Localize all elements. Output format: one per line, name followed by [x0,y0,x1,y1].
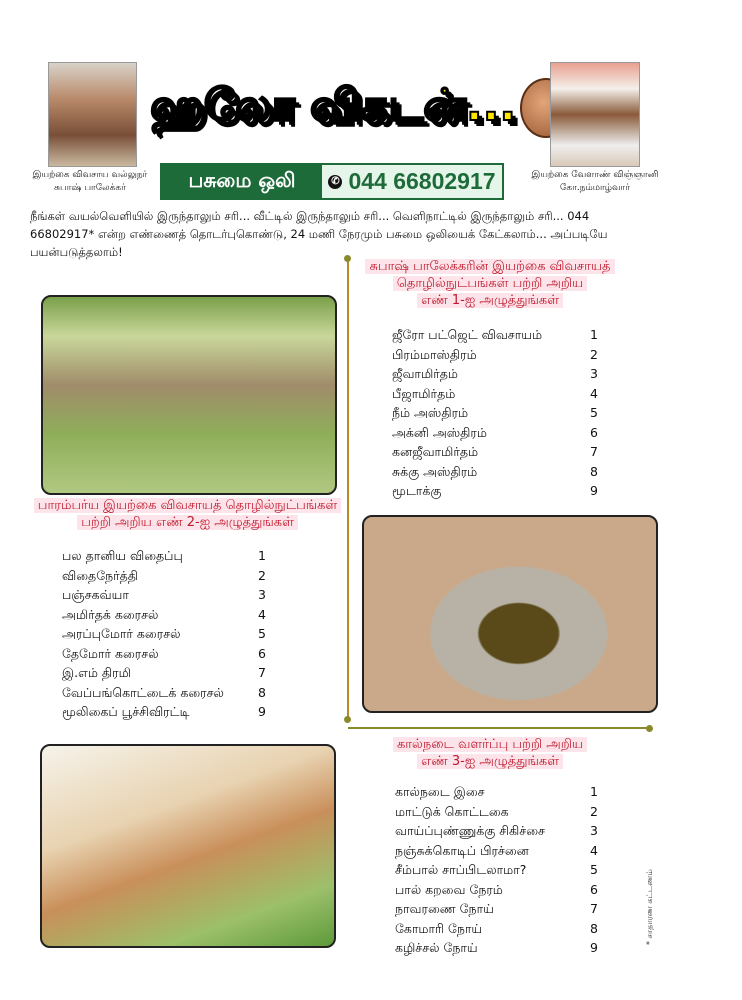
nammalvar-photo [550,62,640,167]
item-number: 3 [590,366,598,381]
heading-line: கால்நடை வளர்ப்பு பற்றி அறிய [393,737,587,752]
list-item [392,442,598,462]
section2-list [62,546,266,722]
logo-block [150,78,572,138]
item-label: கழிச்சல் நோய் [395,940,478,955]
item-label: ஜீரோ பட்ஜெட் விவசாயம் [392,327,543,342]
phone-number[interactable]: 044 66802917 [348,168,496,194]
item-label: பஞ்சகவ்யா [62,587,129,602]
item-number: 2 [590,346,598,362]
list-item [62,663,266,683]
section3-list [395,782,598,958]
item-number: 4 [590,842,598,858]
list-item [392,462,598,482]
item-number: 5 [258,626,266,641]
caption-title: இயற்கை விவசாய வல்லுநர் [32,170,148,180]
helpline-banner [160,163,504,200]
list-item [62,702,266,722]
right-person-caption [525,169,665,195]
subhash-palekar-photo [48,62,137,167]
item-label: பீஜாமிர்தம் [392,385,456,401]
item-number: 9 [590,940,598,955]
item-label: மூலிகைப் பூச்சிவிரட்டி [62,704,190,719]
item-number: 1 [590,784,598,799]
divider-dot [646,725,653,732]
mixing-pot-photo [362,515,658,713]
paddy-transplanting-photo [41,295,337,495]
item-number: 3 [258,587,266,602]
item-number: 7 [590,444,598,459]
item-label: ஜீவாமிர்தம் [392,366,458,381]
item-label: அமிர்தக் கரைசல் [62,606,159,622]
caption-title: இயற்கை வேளாண் விஞ்ஞானி [531,170,659,180]
list-item [395,821,598,841]
item-label: நீம் அஸ்திரம் [392,405,469,420]
item-number: 6 [590,424,598,440]
list-item [392,364,598,384]
list-item [392,345,598,365]
item-label: வேப்பங்கொட்டைக் கரைசல் [62,684,224,700]
item-label: பால் கறவை நேரம் [395,881,503,897]
item-number: 8 [590,920,598,936]
item-label: பல தானிய விதைப்பு [62,548,183,563]
item-label: நஞ்சுக்கொடிப் பிரச்னை [395,842,529,858]
service-name: பசுமை ஒலி [162,165,322,198]
caption-name: கோ.நம்மாழ்வார் [560,183,630,193]
list-item [392,403,598,423]
heading-line: எண் 1-ஐ அழுத்துங்கள் [417,293,563,308]
caption-name: சுபாஷ் பாலேக்கர் [54,183,126,193]
item-number: 1 [590,327,598,342]
list-item [395,919,598,939]
item-number: 9 [258,704,266,719]
list-item [395,782,598,802]
item-number: 1 [258,548,266,563]
section2-heading [30,497,345,531]
item-number: 8 [590,463,598,479]
phone-icon: ✆ [328,175,342,189]
heading-line: எண் 3-ஐ அழுத்துங்கள் [417,754,563,769]
list-item [62,566,266,586]
vertical-divider [347,258,349,720]
section1-heading [360,258,620,309]
cattle-cartoon-illustration [40,744,336,948]
list-item [395,880,598,900]
hello-vikatan-logo: ஹலோ விகடன்... [150,79,517,131]
list-item [62,644,266,664]
item-number: 4 [590,385,598,401]
list-item [62,546,266,566]
list-item [62,605,266,625]
divider-dot [344,716,351,723]
item-number: 6 [590,881,598,897]
item-label: மாட்டுக் கொட்டகை [395,803,509,819]
item-number: 6 [258,645,266,661]
item-label: விதைநேர்த்தி [62,567,139,583]
section3-heading [360,736,620,770]
horizontal-divider [348,727,650,729]
item-label: அக்னி அஸ்திரம் [392,424,487,440]
list-item [392,423,598,443]
heading-line: பற்றி அறிய எண் 2-ஐ அழுத்துங்கள் [77,515,298,530]
heading-line: சுபாஷ் பாலேக்கரின் இயற்கை விவசாயத் [365,259,614,274]
item-number: 7 [590,901,598,916]
item-number: 5 [590,405,598,420]
item-label: மூடாக்கு [392,483,442,498]
list-item [392,325,598,345]
item-label: நாவரணை நோய் [395,901,494,916]
heading-line: பாரம்பர்ய இயற்கை விவசாயத் தொழில்நுட்பங்கள் [34,498,341,513]
item-label: கோமாரி நோய் [395,920,483,936]
item-label: சுக்கு அஸ்திரம் [392,463,478,479]
intro-text: நீங்கள் வயல்வெளியில் இருந்தாலும் சரி... வீட்டில் இருந்தாலும் சரி... வெளிநாட்டில் இருந்தாலும் சரி... 044 66802917* என்ற எண்ணைத் தொடர்புகொண்டு, 24 மணி நேரமும் பசுமை ஒலியைக் கேட்கலாம்... அப்படியே பயன்படுத்தலாம்! [30,209,608,259]
item-number: 4 [258,606,266,622]
side-note: * சாதாரண கட்டணம் [645,869,654,945]
item-number: 2 [258,567,266,583]
divider-dot [344,255,351,262]
list-item [62,624,266,644]
item-label: கால்நடை இசை [395,784,485,799]
item-number: 7 [258,665,266,680]
item-label: வாய்ப்புண்ணுக்கு சிகிச்சை [395,823,545,838]
item-label: தேமோர் கரைசல் [62,645,159,661]
item-label: பிரம்மாஸ்திரம் [392,346,477,362]
list-item [395,899,598,919]
item-number: 3 [590,823,598,838]
item-number: 5 [590,862,598,877]
section1-list [392,325,598,501]
item-label: அரப்புமோர் கரைசல் [62,626,181,641]
list-item [395,938,598,958]
item-label: சீம்பால் சாப்பிடலாமா? [395,862,527,877]
item-number: 8 [258,684,266,700]
heading-line: தொழில்நுட்பங்கள் பற்றி அறிய [393,276,587,291]
list-item [395,860,598,880]
left-person-caption [20,169,160,195]
list-item [395,841,598,861]
item-number: 2 [590,803,598,819]
list-item [392,481,598,501]
item-label: இ.எம் திரமி [62,665,131,680]
item-number: 9 [590,483,598,498]
list-item [392,384,598,404]
phone-number-box[interactable] [322,165,502,198]
list-item [395,802,598,822]
list-item [62,683,266,703]
item-label: கனஜீவாமிர்தம் [392,444,479,459]
list-item [62,585,266,605]
